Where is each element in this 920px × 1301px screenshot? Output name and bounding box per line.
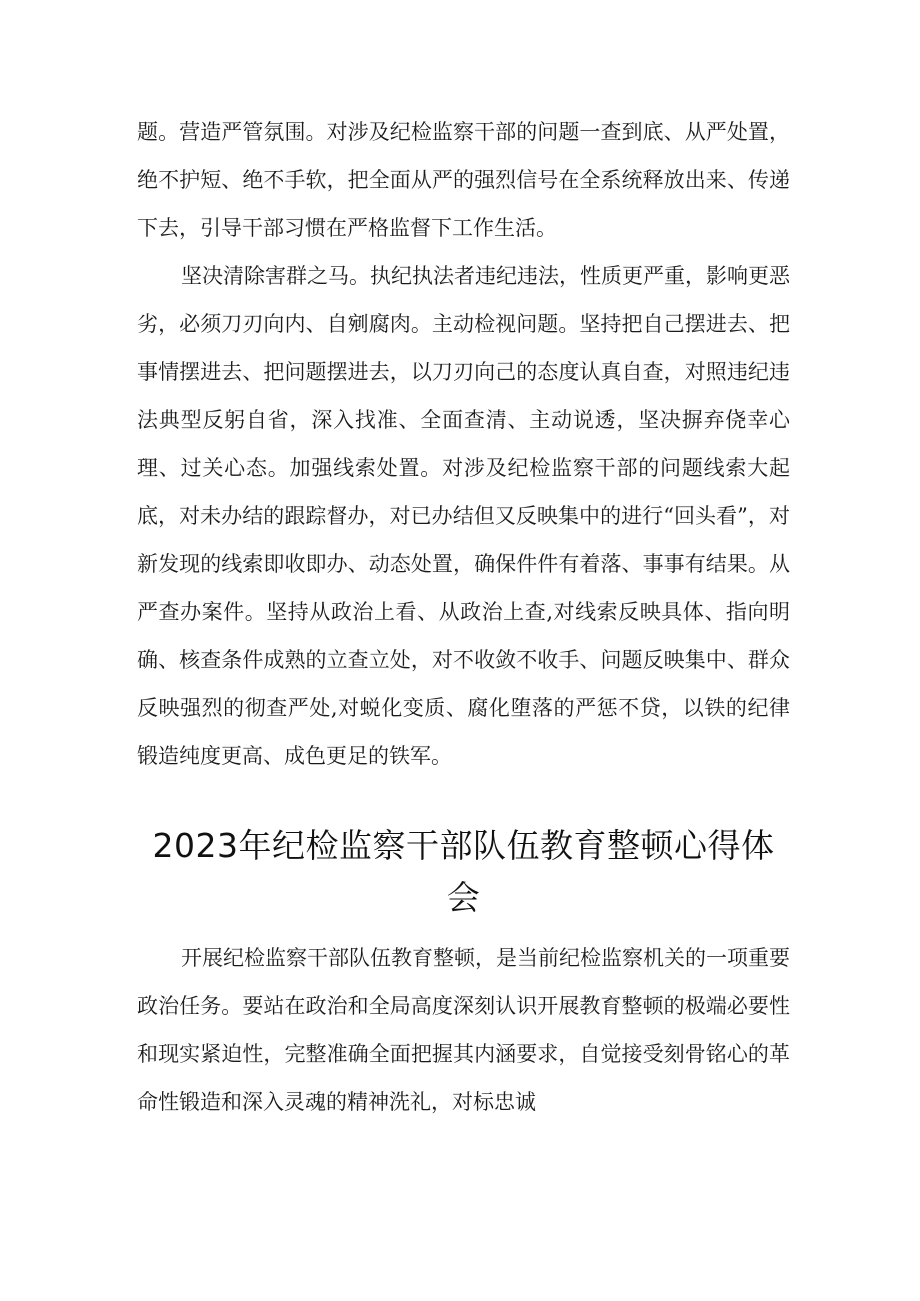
- paragraph-remove-black-sheep: 坚决清除害群之马。执纪执法者违纪违法，性质更严重，影响更恶劣，必须刀刃向内、自剜腐肉。主动检视问题。坚持把自己摆进去、把事情摆进去、把问题摆进去，以刀刃向己的态度认真自查，对照违纪违法典型反躬自省，深入找准、全面查清、主动说透，坚决摒弃侥幸心理、过关心态。加强线索处置。对涉及纪检监察干部的问题线索大起底，对未办结的跟踪督办，对已办结但又反映集中的进行“回头看”，对新发现的线索即收即办、动态处置，确保件件有着落、事事有结果。从严查办案件。坚持从政治上看、从政治上查,对线索反映具体、指向明确、核查条件成熟的立查立处，对不收敛不收手、问题反映集中、群众反映强烈的彻查严处,对蜕化变质、腐化堕落的严惩不贷，以铁的纪律锻造纯度更高、成色更足的铁军。: [137, 264, 790, 768]
- paragraph-intro: 开展纪检监察干部队伍教育整顿，是当前纪检监察机关的一项重要政治任务。要站在政治和全局高度深刻认识开展教育整顿的极端必要性和现实紧迫性，完整准确全面把握其内涵要求，自觉接受刻骨铭心的革命性锻造和深入灵魂的精神洗礼，对标忠诚: [137, 946, 790, 1114]
- paragraph-continuation: 题。营造严管氛围。对涉及纪检监察干部的问题一查到底、从严处置，绝不护短、绝不手软，把全面从严的强烈信号在全系统释放出来、传递下去，引导干部习惯在严格监督下工作生活。: [137, 120, 790, 240]
- document-body: [137, 108, 790, 1126]
- article-title: 2023年纪检监察干部队伍教育整顿心得体会: [152, 826, 775, 917]
